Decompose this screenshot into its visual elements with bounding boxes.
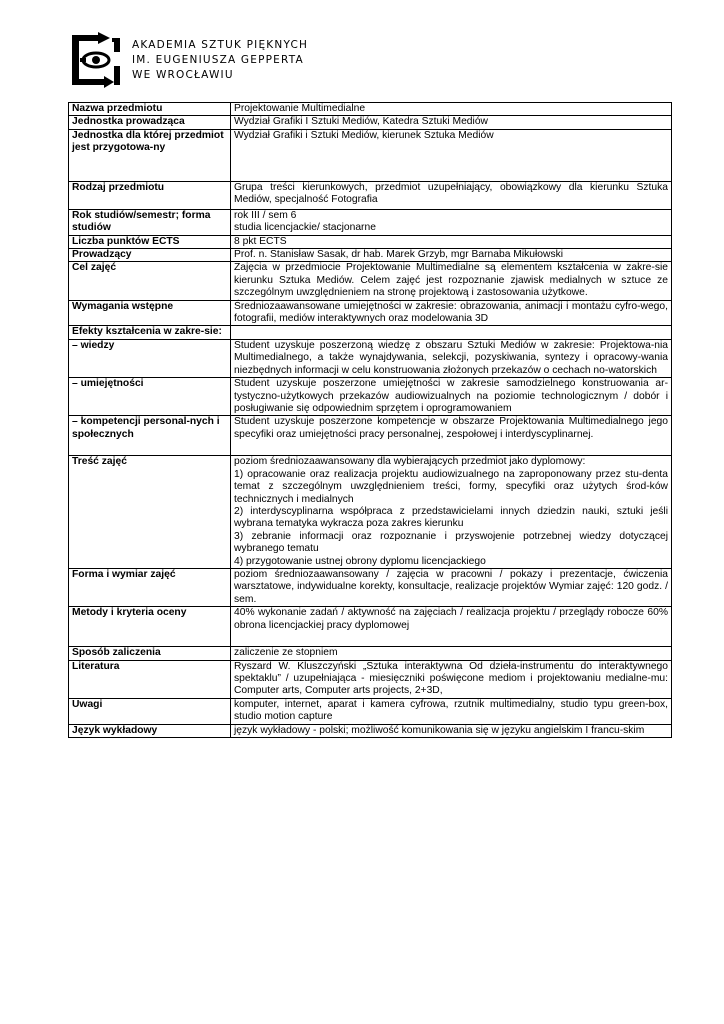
row-value: Grupa treści kierunkowych, przedmiot uzupełniający, obowiązkowy dla kierunku Sztuka Mediów, specjalność Fotografia — [231, 181, 672, 209]
table-row — [69, 724, 672, 737]
table-row — [69, 378, 672, 416]
row-label: Literatura — [69, 660, 231, 698]
row-value: komputer, internet, aparat i kamera cyfrowa, rzutnik multimedialny, studio typu green-box, studio motion capture — [231, 698, 672, 724]
institution-line-3: WE WROCŁAWIU — [132, 69, 234, 81]
syllabus-table — [68, 102, 672, 738]
row-value: rok III / sem 6 studia licencjackie/ stacjonarne — [231, 209, 672, 235]
row-value: Student uzyskuje poszerzone umiejętności w zakresie samodzielnego konstruowania ar-tystyczno-użytkowych przekazów audiowizualnych na poziomie technologicznym / dobór i posługiwanie się odpowiednim sprzętem i oprogramowaniem — [231, 378, 672, 416]
row-label: – umiejętności — [69, 378, 231, 416]
table-row — [69, 129, 672, 181]
institution-line-1: AKADEMIA SZTUK PIĘKNYCH — [132, 39, 309, 51]
row-label: Prowadzący — [69, 249, 231, 262]
row-value: zaliczenie ze stopniem — [231, 647, 672, 660]
row-value: 40% wykonanie zadań / aktywność na zajęciach / realizacja projektu / przeglądy robocze 60% obrona licencjackiej pracy dyplomowej — [231, 607, 672, 647]
row-value: Wydział Grafiki I Sztuki Mediów, Katedra Sztuki Mediów — [231, 116, 672, 129]
row-label: – wiedzy — [69, 339, 231, 377]
row-label: Język wykładowy — [69, 724, 231, 737]
row-label: Efekty kształcenia w zakre-sie: — [69, 326, 231, 339]
table-row — [69, 262, 672, 300]
table-row — [69, 660, 672, 698]
table-row — [69, 249, 672, 262]
row-value: poziom średniozaawansowany dla wybierających przedmiot jako dyplomowy: 1) opracowanie oraz realizacja projektu audiowizualnego na zaproponowany przez stu-denta temat z szczególnym uwzględnieniem treści, formy, specyfiki oraz użytych środ-ków technicznych i medialnych 2) interdyscyplinarna współpraca z przedstawicielami innych dziedzin nauki, sztuki jeśli wybrana tematyka wykracza poza zakres kierunku 3) zebranie informacji oraz rozpoznanie i przyswojenie potrzebnej wiedzy dotyczącej wybranego tematu 4) przygotowanie ustnej obrony dyplomu licencjackiego — [231, 456, 672, 569]
row-value: Ryszard W. Kluszczyński „Sztuka interaktywna Od dzieła-instrumentu do interaktywnego spektaklu” / uzupełniająca - miesięczniki poświęcone mediom i projektowaniu medialne-mu: Computer arts, Computer arts projects, 2+3D, — [231, 660, 672, 698]
row-value: Student uzyskuje poszerzone kompetencje w obszarze Projektowania Multimedialnego jego specyfiki oraz umiejętności pracy personalnej, zespołowej i interdyscyplinarnej. — [231, 416, 672, 456]
institution-line-2: IM. EUGENIUSZA GEPPERTA — [132, 54, 304, 66]
table-row — [69, 456, 672, 569]
row-value: Wydział Grafiki i Sztuki Mediów, kierunek Sztuka Mediów — [231, 129, 672, 181]
row-value: Prof. n. Stanisław Sasak, dr hab. Marek Grzyb, mgr Barnaba Mikułowski — [231, 249, 672, 262]
row-value: Projektowanie Multimedialne — [231, 103, 672, 116]
table-row — [69, 116, 672, 129]
row-label: Uwagi — [69, 698, 231, 724]
page-header — [68, 32, 468, 90]
row-label: Metody i kryteria oceny — [69, 607, 231, 647]
table-row — [69, 339, 672, 377]
row-label: Liczba punktów ECTS — [69, 235, 231, 248]
row-label: Jednostka prowadząca — [69, 116, 231, 129]
table-row — [69, 607, 672, 647]
row-value — [231, 326, 672, 339]
table-row — [69, 300, 672, 326]
row-label: – kompetencji personal-nych i społecznych — [69, 416, 231, 456]
row-label: Wymagania wstępne — [69, 300, 231, 326]
row-value: język wykładowy - polski; możliwość komunikowania się w języku angielskim I francu-skim — [231, 724, 672, 737]
row-label: Rodzaj przedmiotu — [69, 181, 231, 209]
table-row — [69, 181, 672, 209]
table-row — [69, 416, 672, 456]
table-row — [69, 698, 672, 724]
table-row — [69, 647, 672, 660]
row-value: Średniozaawansowane umiejętności w zakresie: obrazowania, animacji i montażu cyfro-wego, fotografii, mediów interaktywnych oraz modelowania 3D — [231, 300, 672, 326]
row-label: Treść zajęć — [69, 456, 231, 569]
row-value: 8 pkt ECTS — [231, 235, 672, 248]
row-value: poziom średniozaawansowany / zajęcia w pracowni / pokazy i prezentacje, ćwiczenia warsztatowe, indywidualne korekty, konsultacje, realizacje projektów Wymiar zajęć: 120 godz. / sem. — [231, 568, 672, 606]
row-label: Jednostka dla której przedmiot jest przygotowa-ny — [69, 129, 231, 181]
row-label: Nazwa przedmiotu — [69, 103, 231, 116]
table-row — [69, 103, 672, 116]
table-row — [69, 568, 672, 606]
row-value: Student uzyskuje poszerzoną wiedzę z obszaru Sztuki Mediów w zakresie: Projektowa-nia Multimedialnego, a także wynajdywania, selekcji, pozyskiwania, syntezy i opracowy-wania niezbędnych informacji w celu konstruowania złożonych przekazów o cechach no-watorskich — [231, 339, 672, 377]
academy-logo-icon — [68, 32, 124, 88]
table-row — [69, 209, 672, 235]
table-row — [69, 235, 672, 248]
row-label: Forma i wymiar zajęć — [69, 568, 231, 606]
row-label: Cel zajęć — [69, 262, 231, 300]
row-value: Zajęcia w przedmiocie Projektowanie Multimedialne są elementem kształcenia w zakre-sie kierunku Sztuka Mediów. Celem zajęć jest rozpoznanie zjawisk medialnych w sztuce ze szczególnym uwzględnieniem na stronę projektową i zastosowania użytkowe. — [231, 262, 672, 300]
institution-name — [132, 38, 308, 83]
row-label: Sposób zaliczenia — [69, 647, 231, 660]
row-label: Rok studiów/semestr; forma studiów — [69, 209, 231, 235]
table-row — [69, 326, 672, 339]
